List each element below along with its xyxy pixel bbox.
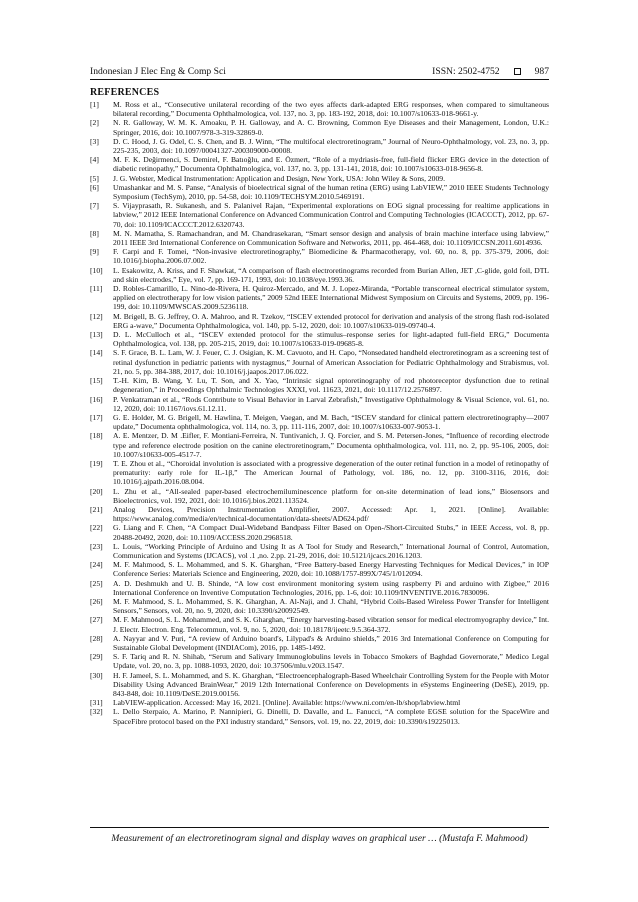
reference-text: M. Ross et al., “Consecutive unilateral recording of the two eyes affects dark-adapted ERG responses, when compared to simultaneous bilateral recording,” Documenta Ophthalmologica, vol. 137, no. 3, pp. 183-192, 2018, doi: 10.1007/s10633-018-9661-y. [113,100,549,119]
reference-item [90,615,549,633]
reference-item [90,542,549,560]
reference-text: M. F. Mahmood, S. L. Mohammed, S. K. Gharghan, A. Al-Naji, and J. Chahl, “Hybrid Coils-Based Wireless Power Transfer for Intelligent Sensors,” Sensors, vol. 20, no. 9, 2020, doi: 10.3390/s20092549. [113,596,549,616]
reference-number: [11] [90,284,103,294]
reference-number: [7] [90,201,99,211]
reference-item [90,707,549,725]
reference-item [90,229,549,247]
reference-text: D. Robles-Camarillo, L. Nino-de-Rivera, H. Quiroz-Mercado, and M. J. Lopez-Miranda, “Portable transcorneal electrical stimulator system, applied on electrotherapy for low vision patients,” 2009 52nd IEEE International Midwest Symposium on Circuits and Systems, 2009, pp. 196-199, doi: 10.1109/MWSCAS.2009.5236118. [113,284,549,312]
reference-number: [2] [90,118,99,128]
reference-item [90,671,549,699]
reference-list [90,100,549,726]
reference-item [90,266,549,284]
reference-number: [13] [90,330,103,340]
reference-text: S. Vijayprasath, R. Sukanesh, and S. Palanivel Rajan, “Experimental explorations on EOG signal processing for realtime applications in labview,” 2012 IEEE International Conference on Advanced Communication Control and Computing Technologies (ICACCCT), 2012, pp. 67-70, doi: 10.1109/ICACCCT.2012.6320743. [113,201,549,229]
reference-number: [9] [90,247,99,257]
reference-text: S. F. Tariq and R. N. Shihab, “Serum and Salivary Immunoglobulins levels in Tobacco Smokers of Baghdad Governorate,” Medico Legal Update, vol. 20, no. 3, pp. 1088-1093, 2020, doi: 10.37506/mlu.v20i3.1547. [113,652,549,671]
reference-item [90,174,549,183]
reference-text: P. Venkatraman et al., “Rods Contribute to Visual Behavior in Larval Zebrafish,” Investigative Ophthalmology & Visual Science, vol. 61, no. 12, 2020, doi: 10.1167/iovs.61.12.11. [113,394,549,413]
reference-number: [25] [90,578,103,588]
reference-text: J. G. Webster, Medical Instrumentation: Application and Design, New York, USA: John Wiley & Sons, 2009. [113,173,445,183]
reference-item [90,459,549,487]
reference-item [90,395,549,413]
reference-text: M. F. Mahmood, S. L. Mohammed, and S. K. Gharghan, “Free Battery-based Energy Harvesting Techniques for Medical Devices,” in IOP Conference Series: Materials Science and Engineering, 2020, doi: 10.1088/1757-899X/745/1/012094. [113,560,549,579]
reference-number: [10] [90,265,103,275]
reference-number: [20] [90,486,103,496]
page-number: 987 [534,66,549,77]
reference-item [90,413,549,431]
reference-text: T.-H. Kim, B. Wang, Y. Lu, T. Son, and X. Yao, “Intrinsic signal optoretinography of rod photoreceptor dysfunction due to retinal degeneration,” in Proceedings Ophthalmic Technologies XXXI, vol. 11623, 2021, doi: 10.1117/12.2576897. [113,376,549,395]
reference-number: [8] [90,228,99,238]
reference-item [90,523,549,541]
reference-item [90,634,549,652]
reference-number: [31] [90,698,103,708]
reference-text: M. F. Mahmood, S. L. Mohammed, and S. K. Gharghan, “Energy harvesting-based vibration sensor for medical electromyography device,” Int. J. Electr. Electron. Eng. Telecommun, vol. 9, no. 5, 2020, doi: 10.18178/ijeetc.9.5.364-372. [113,615,549,634]
reference-number: [17] [90,412,103,422]
footer-rule [90,827,549,828]
reference-text: G. E. Holder, M. G. Brigell, M. Hawlina, T. Meigen, Vaegan, and M. Bach, “ISCEV standard for clinical pattern electroretinography—2007 update,” Documenta ophthalmologica, vol. 114, no. 3, pp. 111-116, 2007, doi: 10.1007/s10633-007-9053-1. [113,412,549,432]
reference-text: M. N. Mamatha, S. Ramachandran, and M. Chandrasekaran, “Smart sensor design and analysis of brain machine interface using labview,” 2011 IEEE 3rd International Conference on Communication Software and Networks, 2011, pp. 464-468, doi: 10.1109/ICCSN.2011.6014936. [113,228,549,248]
reference-text: D. L. McCulloch et al., “ISCEV extended protocol for the stimulus–response series for light-adapted full-field ERG,” Documenta Ophthalmologica, vol. 138, pp. 205-215, 2019, doi: 10.1007/s10633-019-09685-8. [113,330,549,349]
reference-item [90,247,549,265]
reference-item [90,155,549,173]
reference-number: [6] [90,182,99,192]
reference-text: G. Liang and F. Chen, “A Compact Dual-Wideband Bandpass Filter Based on Open-/Short-Circuited Stubs,” in IEEE Access, vol. 8, pp. 20488-20492, 2020, doi: 10.1109/ACCESS.2020.2968518. [113,523,549,542]
reference-item [90,597,549,615]
reference-item [90,183,549,201]
page-header [90,61,549,77]
reference-text: M. F. K. Değirmenci, S. Demirel, F. Batıoğlu, and E. Özmert, “Role of a mydriasis-free, full-field flicker ERG device in the detection of diabetic retinopathy,” Documenta Ophthalmologica, vol. 137, no. 3, pp. 131-141, 2018, doi: 10.1007/s10633-018-9656-8. [113,155,549,174]
section-title: REFERENCES [90,87,160,98]
reference-text: N. R. Galloway, W. M. K. Amoaku, P. H. Galloway, and A. C. Browning, Common Eye Diseases and their Management, London, U.K.: Springer, 2016, doi: 10.1007/978-3-319-32869-0. [113,118,549,137]
reference-number: [15] [90,376,103,386]
reference-number: [19] [90,458,103,468]
reference-number: [29] [90,652,103,662]
reference-number: [28] [90,633,103,643]
header-rule [90,79,549,80]
reference-number: [23] [90,541,103,551]
reference-text: Analog Devices, Precision Instrumentation Amplifier, 2007. Accessed: Apr. 1, 2021. [Online]. Available: https://www.analog.com/media/en/technical-documentation/data-sheets/AD624.pdf/ [113,504,549,524]
reference-text: L. Dello Sterpaio, A. Marino, P. Nannipieri, G. Dinelli, D. Davalle, and L. Fanucci, “A complete EGSE solution for the SpaceWire and SpaceFibre protocol based on the PXI industry standard,” Sensors, vol. 19, no. 22, 2019, doi: 10.3390/s19225013. [113,707,549,726]
page-footer: Measurement of an electroretinogram signal and display waves on graphical user … (Mustafa F. Mahmood) [111,833,528,844]
reference-text: F. Carpi and F. Tomei, “Non-invasive electroretinography,” Biomedicine & Pharmacotherapy, vol. 60, no. 8, pp. 375-379, 2006, doi: 10.1016/j.biopha.2006.07.002. [113,247,549,266]
reference-item [90,487,549,505]
reference-text: T. E. Zhou et al., “Choroidal involution is associated with a progressive degeneration of the outer retinal function in a model of retinopathy of prematurity: early role for IL-1β,” The American Journal of Pathology, vol. 186, no. 12, pp. 3100-3116, 2016, doi: 10.1016/j.ajpath.2016.08.004. [113,458,549,487]
reference-text: A. E. Mentzer, D. M .Eifler, F. Montiani-Ferreira, N. Tuntivanich, J. Q. Forcier, and S. M. Petersen-Jones, “Influence of recording electrode type and reference electrode position on the canine electroretinogram,” Documenta ophthalmologica, vol. 111, no. 2, pp. 95-106, 2005, doi: 10.1007/s10633-005-4517-7. [113,431,549,459]
reference-item [90,348,549,376]
reference-number: [12] [90,311,103,321]
reference-item [90,376,549,394]
reference-text: D. C. Hood, J. G. Odel, C. S. Chen, and B. J. Winn, “The multifocal electroretinogram,” Journal of Neuro-Ophthalmology, vol. 23, no. 3, pp. 225-235, 2003, doi: 10.1097/00041327-200309000-00008. [113,136,549,156]
reference-number: [22] [90,523,103,533]
reference-number: [4] [90,155,99,165]
reference-number: [14] [90,348,103,358]
reference-item [90,652,549,670]
reference-text: Umashankar and M. S. Panse, “Analysis of bioelectrical signal of the human retina (ERG) using LabVIEW,” 2010 IEEE Students Technology Symposium (TechSym), 2010, pp. 54-58, doi: 10.1109/TECHSYM.2010.5469191. [113,182,549,202]
reference-item [90,201,549,229]
reference-item [90,505,549,523]
reference-text: L. Esakowitz, A. Kriss, and F. Shawkat, “A comparison of flash electroretinograms recorded from Burian Allen, JET ,C-glide, gold foil, DTL and skin electrodes,” Eye, vol. 7, pp. 169-171, 1993, doi: 10.1038/eye.1993.36. [113,265,549,284]
reference-number: [26] [90,596,103,606]
issn: ISSN: 2502-4752 [432,66,500,77]
reference-text: L. Zhu et al., “All-sealed paper-based electrochemiluminescence platform for on-site determination of lead ions,” Biosensors and Bioelectronics, vol. 192, 2021, doi: 10.1016/j.bios.2021.113524. [113,486,549,505]
reference-number: [24] [90,560,103,570]
reference-item [90,698,549,707]
reference-text: S. F. Grace, B. L. Lam, W. J. Feuer, C. J. Osigian, K. M. Cavuoto, and H. Capo, “Nonsedated handheld electroretinogram as a screening test of retinal dysfunction in pediatric patients with nystagmus,” Journal of American Association for Pediatric Ophthalmology and Strabismus, vol. 21, no. 5, pp. 384-388, 2017, doi: 10.1016/j.jaapos.2017.06.022. [113,348,549,376]
reference-text: L. Louis, “Working Principle of Arduino and Using It as A Tool for Study and Research,” International Journal of Control, Automation, Communication and Systems (IJCACS), vol .1 ,no. 2.pp. 21-29, 2016, doi: 10.5121/ijcacs.2016.1203. [113,541,549,560]
reference-number: [18] [90,431,103,441]
reference-number: [1] [90,100,99,109]
header-right [432,66,549,77]
reference-number: [32] [90,707,103,717]
reference-text: A. D. Deshmukh and U. B. Shinde, “A low cost environment monitoring system using raspberry Pi and arduino with Zigbee,” 2016 International Conference on Inventive Computation Technologies, 2016, pp. 1-6, doi: 10.1109/INVENTIVE.2016.7830096. [113,578,549,597]
reference-number: [3] [90,136,99,146]
reference-text: H. F. Jameel, S. L. Mohammed, and S. K. Gharghan, “Electroencephalograph-Based Wheelchair Controlling System for the People with Motor Disability Using Advanced BrainWear,” 2019 12th International Conference on Developments in eSystems Engineering (DeSE), 2019, pp. 843-848, doi: 10.1109/DeSE.2019.00156. [113,670,549,698]
reference-item [90,579,549,597]
reference-number: [5] [90,173,99,183]
reference-text: A. Nayyar and V. Puri, “A review of Arduino board's, Lilypad's & Arduino shields,” 2016 3rd International Conference on Computing for Sustainable Global Development (INDIACom), 2016, pp. 1485-1492. [113,633,549,652]
reference-item [90,312,549,330]
reference-number: [16] [90,394,103,404]
reference-number: [30] [90,670,103,680]
reference-number: [21] [90,504,103,514]
reference-item [90,118,549,136]
reference-item [90,560,549,578]
journal-name: Indonesian J Elec Eng & Comp Sci [90,66,226,77]
reference-item [90,137,549,155]
reference-item [90,330,549,348]
reference-item [90,284,549,312]
square-bullet-icon [514,68,521,75]
reference-text: M. Brigell, B. G. Jeffrey, O. A. Mahroo, and R. Tzekov, “ISCEV extended protocol for derivation and analysis of the strong flash rod-isolated ERG a-wave,” Documenta Ophthalmologica, vol. 140, pp. 5-12, 2020, doi: 10.1007/s10633-019-09740-4. [113,311,549,330]
reference-text: LabVIEW-application. Accessed: May 16, 2021. [Online]. Available: https://www.ni.com/en-lb/shop/labview.html [113,698,461,708]
reference-number: [27] [90,615,103,625]
reference-item [90,100,549,118]
reference-item [90,431,549,459]
